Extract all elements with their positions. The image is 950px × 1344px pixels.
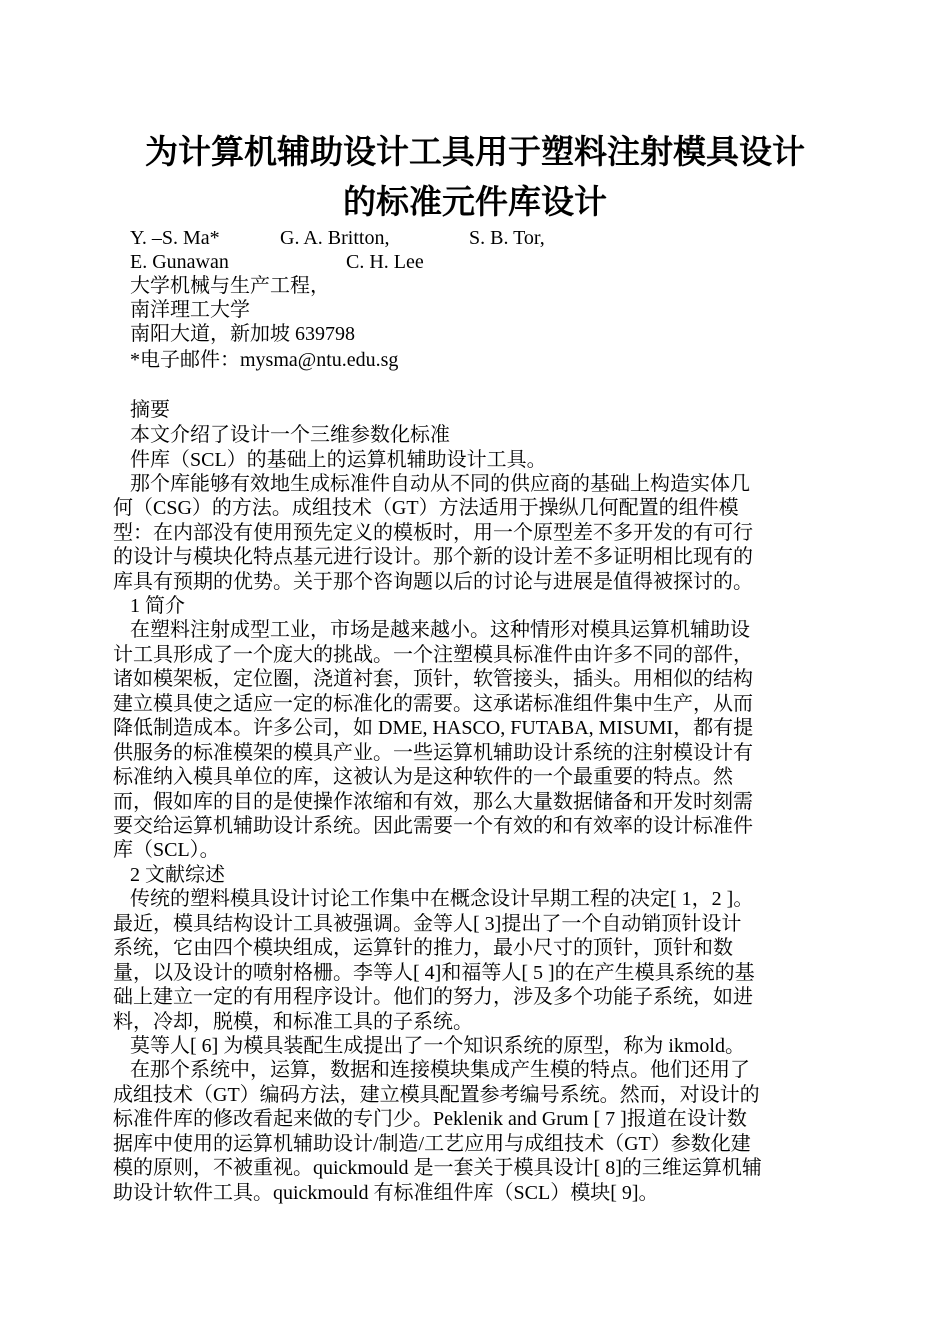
body-line: 而，假如库的目的是使操作浓缩和有效，那么大量数据储备和开发时刻需 bbox=[113, 791, 753, 813]
section-heading-literature-review: 2 文献综述 bbox=[130, 864, 225, 886]
body-line: 据库中使用的运算机辅助设计/制造/工艺应用与成组技术（GT）参数化建 bbox=[113, 1133, 751, 1155]
body-line: 模的原则，不被重视。quickmould 是一套关于模具设计[ 8]的三维运算机辅 bbox=[113, 1157, 762, 1179]
body-line: 标准件库的修改看起来做的专门少。Peklenik and Grum [ 7 ]报道在设计数 bbox=[113, 1108, 747, 1130]
title-line-2: 的标准元件库设计 bbox=[343, 182, 607, 221]
body-line: 础上建立一定的有用程序设计。他们的努力，涉及多个功能子系统，如进 bbox=[113, 986, 753, 1008]
affiliation-line-2: 南洋理工大学 bbox=[130, 299, 250, 321]
body-line: 库具有预期的优势。关于那个咨询题以后的讨论与进展是值得被探讨的。 bbox=[113, 571, 753, 593]
body-line: 量，以及设计的喷射格栅。李等人[ 4]和福等人[ 5 ]的在产生模具系统的基 bbox=[113, 962, 755, 984]
body-line: 莫等人[ 6] 为模具装配生成提出了一个知识系统的原型，称为 ikmold。 bbox=[130, 1035, 745, 1057]
body-line: 计工具形成了一个庞大的挑战。一个注塑模具标准件由许多不同的部件， bbox=[113, 644, 753, 666]
body-line: 库（SCL）。 bbox=[113, 839, 220, 861]
affiliation-line-1: 大学机械与生产工程， bbox=[130, 275, 330, 297]
body-line: 那个库能够有效地生成标准件自动从不同的供应商的基础上构造实体几 bbox=[130, 473, 750, 495]
body-line: 何（CSG）的方法。成组技术（GT）方法适用于操纵几何配置的组件模 bbox=[113, 497, 739, 519]
author-3: S. B. Tor, bbox=[469, 227, 545, 249]
author-5: C. H. Lee bbox=[346, 251, 424, 273]
body-line: 型：在内部没有使用预先定义的模板时，用一个原型差不多开发的有可行 bbox=[113, 522, 753, 544]
author-2: G. A. Britton, bbox=[280, 227, 390, 249]
author-1: Y. –S. Ma* bbox=[130, 227, 220, 249]
body-line: 件库（SCL）的基础上的运算机辅助设计工具。 bbox=[130, 449, 547, 471]
body-line: 诸如模架板，定位圈，浇道衬套，顶针，软管接头，插头。用相似的结构 bbox=[113, 668, 753, 690]
body-line: 供服务的标准模架的模具产业。一些运算机辅助设计系统的注射模设计有 bbox=[113, 742, 753, 764]
body-line: 要交给运算机辅助设计系统。因此需要一个有效的和有效率的设计标准件 bbox=[113, 815, 753, 837]
body-line: 最近，模具结构设计工具被强调。金等人[ 3]提出了一个自动销顶针设计 bbox=[113, 913, 742, 935]
body-line: 料，冷却，脱模，和标准工具的子系统。 bbox=[113, 1011, 473, 1033]
affiliation-line-3: 南阳大道，新加坡 639798 bbox=[130, 323, 355, 345]
body-line: 的设计与模块化特点基元进行设计。那个新的设计差不多证明相比现有的 bbox=[113, 546, 753, 568]
body-line: 传统的塑料模具设计讨论工作集中在概念设计早期工程的决定[ 1，2 ]。 bbox=[130, 888, 754, 910]
body-line: 在那个系统中，运算，数据和连接模块集成产生模的特点。他们还用了 bbox=[130, 1059, 750, 1081]
section-heading-introduction: 1 简介 bbox=[130, 595, 185, 617]
author-4: E. Gunawan bbox=[130, 251, 229, 273]
body-line: 系统，它由四个模块组成，运算针的推力，最小尺寸的顶针，顶针和数 bbox=[113, 937, 733, 959]
body-line: 助设计软件工具。quickmould 有标准组件库（SCL）模块[ 9]。 bbox=[113, 1182, 659, 1204]
body-line: 建立模具使之适应一定的标准化的需要。这承诺标准组件集中生产，从而 bbox=[113, 693, 753, 715]
body-line: 在塑料注射成型工业，市场是越来越小。这种情形对模具运算机辅助设 bbox=[130, 619, 750, 641]
body-line: 降低制造成本。许多公司，如 DME, HASCO, FUTABA, MISUMI，都有提 bbox=[113, 717, 754, 739]
title-line-1: 为计算机辅助设计工具用于塑料注射模具设计 bbox=[145, 132, 805, 171]
body-line: 本文介绍了设计一个三维参数化标准 bbox=[130, 424, 450, 446]
email-line: *电子邮件：mysma@ntu.edu.sg bbox=[130, 349, 399, 371]
body-line: 成组技术（GT）编码方法，建立模具配置参考编号系统。然而，对设计的 bbox=[113, 1084, 760, 1106]
body-line: 标准纳入模具单位的库，这被认为是这种软件的一个最重要的特点。然 bbox=[113, 766, 733, 788]
abstract-heading: 摘要 bbox=[130, 399, 170, 421]
